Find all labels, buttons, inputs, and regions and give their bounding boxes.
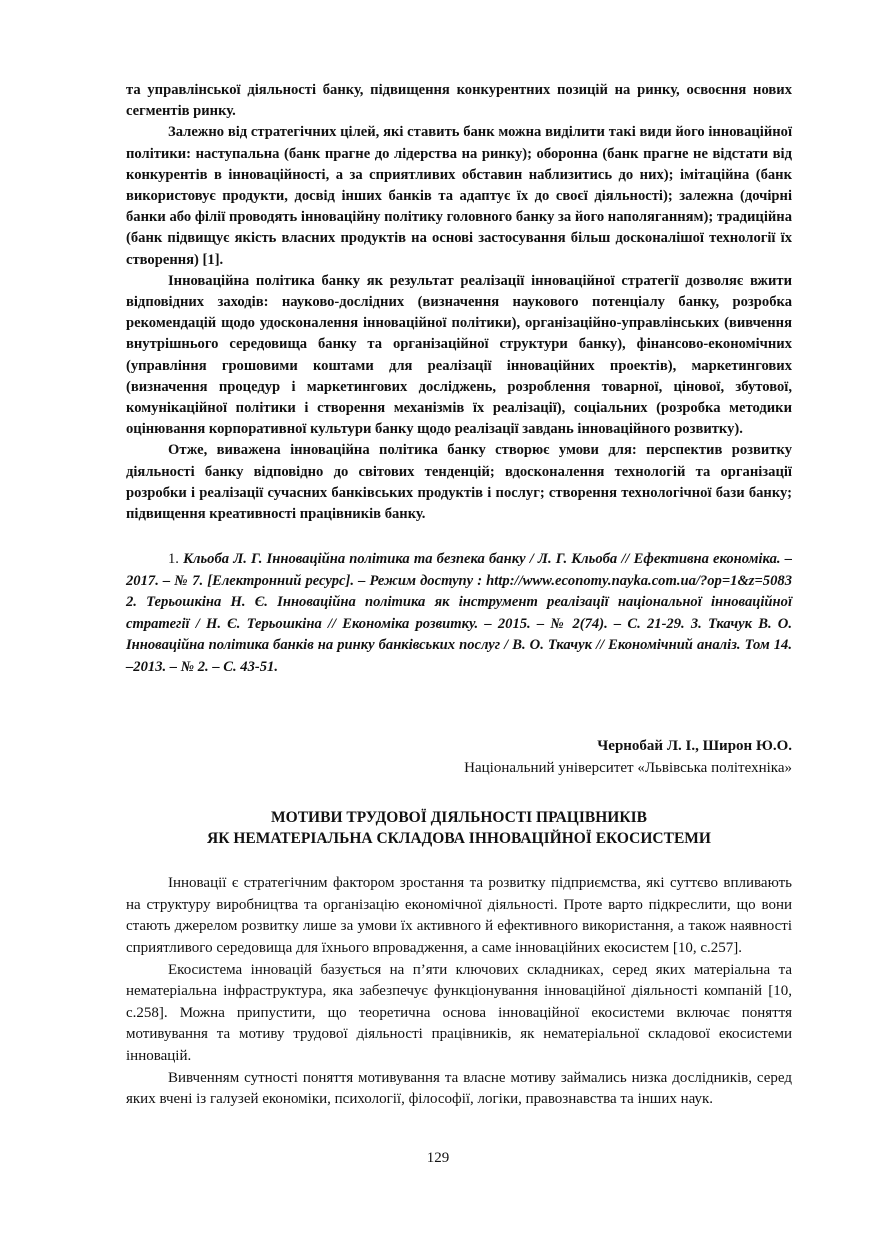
paragraph: Вивченням сутності поняття мотивування та власне мотиву займались низка дослідників, серед яких вчені із галузей економіки, психології, філософії, логіки, правознавства та інших наук. — [126, 1069, 792, 1108]
article-affiliation: Національний університет «Львівська політехніка» — [464, 760, 792, 777]
page-content — [126, 80, 792, 1111]
previous-article-conclusion — [126, 80, 792, 525]
paragraph: та управлінської діяльності банку, підвищення конкурентних позицій на ринку, освоєння нових сегментів ринку. — [126, 82, 792, 120]
article-body — [126, 873, 792, 1111]
paragraph: Екосистема інновацій базується на п’яти ключових складниках, серед яких матеріальна та нематеріальна інфраструктура, яка забезпечує функціонування інноваційної діяльності компаній [10, с.258]. Можна припустити, що теоретична основа інноваційної екосистеми включає поняття мотивування та мотиву трудової діяльності працівників, як нематеріальної складової екосистеми інновацій. — [126, 961, 792, 1065]
paragraph: Інновації є стратегічним фактором зростання та розвитку підприємства, які суттєво впливають на структуру виробництва та організацію економічної діяльності. Проте варто підкреслити, що вони стають джерелом розвитку лише за умови їх активного й ефективного використання, а також наявності сприятливого середовища для їхнього впровадження, а саме інноваційних екосистем [10, с.257]. — [126, 875, 792, 957]
reference-text: Кльоба Л. Г. Інноваційна політика та безпека банку / Л. Г. Кльоба // Ефективна економіка. – 2017. – № 7. [Електронний ресурс]. – Режим доступу : http://www.economy.nayka.com.ua/?op=1&z=5083 2. Терьошкіна Н. Є. Інноваційна політика як інструмент реалізації національної інноваційної стратегії / Н. Є. Терьошкіна // Економіка розвитку. – 2015. – № 2(74). – С. 21-29. 3. Ткачук В. О. Інноваційна політика банків на ринку банківських послуг / В. О. Ткачук // Економічний аналіз. Том 14. –2013. – № 2. – С. 43-51. — [126, 551, 792, 675]
title-line: МОТИВИ ТРУДОВОЇ ДІЯЛЬНОСТІ ПРАЦІВНИКІВ — [271, 809, 647, 827]
references — [126, 549, 792, 678]
paragraph: Інноваційна політика банку як результат реалізації інноваційної стратегії дозволяє вжити відповідних заходів: науково-дослідних (визначення наукового потенціалу банку, розробка рекомендацій щодо удосконалення інноваційної політики), організаційно-управлінських (вивчення внутрішнього середовища банку та організаційної структури банку), фінансово-економічних (управління грошовими коштами для реалізації інноваційних проектів), маркетингових (визначення процедур і маркетингових досліджень, розроблення товарної, цінової, збутової, комунікаційної політики і створення механізмів їх реалізації), соціальних (розробка методики оцінювання корпоративної культури банку щодо реалізації завдань інноваційного розвитку). — [126, 272, 792, 438]
page-number: 129 — [426, 1150, 450, 1166]
title-line: ЯК НЕМАТЕРІАЛЬНА СКЛАДОВА ІННОВАЦІЙНОЇ ЕКОСИСТЕМИ — [207, 830, 711, 848]
paragraph: Залежно від стратегічних цілей, які ставить банк можна виділити такі види його інноваційної політики: наступальна (банк прагне до лідерства на ринку); оборонна (банк прагне не відстати від конкурентів в інноваційності, а за сприятливих обставин наблизитись до них); імітаційна (банк використовує продукти, досвід інших банків та адаптує їх до своєї діяльності); залежна (дочірні банки або філії проводять інноваційну політику головного банку за його наполяганням); традиційна (банк підвищує якість власних продуктів на основі застосування більш досконалішої технології їх створення) [1]. — [126, 124, 792, 268]
article-title — [126, 807, 792, 849]
paragraph: Отже, виважена інноваційна політика банку створює умови для: перспектив розвитку діяльності банку відповідно до світових тенденцій; вдосконалення технологій та організації розробки і реалізації сучасних банківських продуктів і послуг; створення технологічної бази банку; підвищення креативності працівників банку. — [126, 442, 792, 523]
article-authors: Чернобай Л. І., Ширoн Ю.О. — [597, 738, 792, 755]
reference-number: 1. — [168, 551, 179, 568]
